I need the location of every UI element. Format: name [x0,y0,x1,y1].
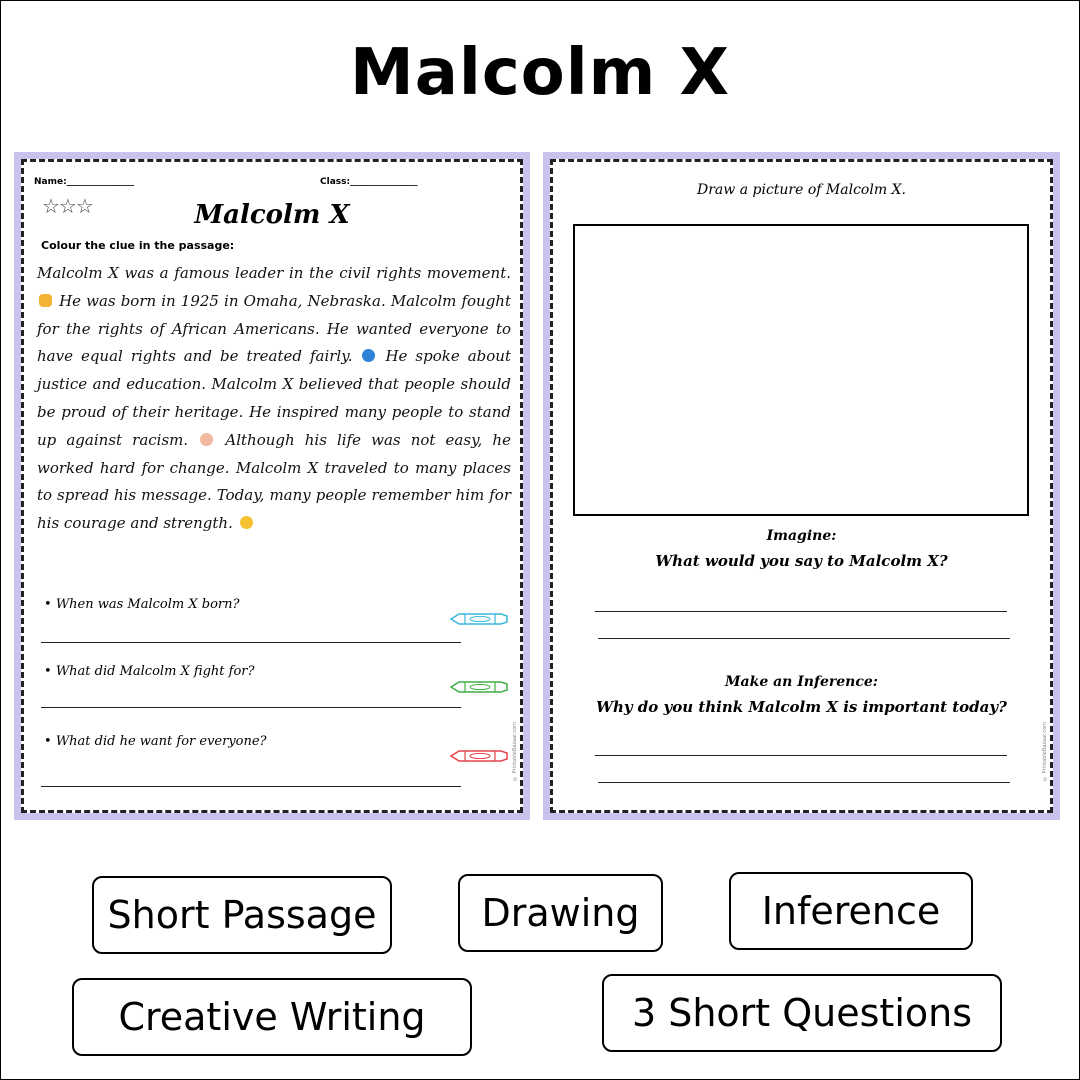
answer-line[interactable] [41,642,461,643]
imagine-label: Imagine: [766,528,837,544]
watermark: © PrintableBazaar.com [512,722,518,781]
fist-icon [39,294,52,307]
question-item: • What did he want for everyone? [44,734,267,749]
watermark: © PrintableBazaar.com [1042,722,1048,781]
globe-icon [362,349,375,362]
tag-short-questions: 3 Short Questions [602,974,1002,1052]
inference-label: Make an Inference: [725,674,878,690]
page-title: Malcolm X [350,36,730,110]
rating-stars: ☆☆☆ [42,194,93,218]
passage-sentence: He spoke about justice and education. Malcolm X believed that people should be proud of their heritage. He inspired many people to stand up against racism. [37,347,511,449]
tag-drawing: Drawing [458,874,663,952]
worksheet-passage-page [21,159,523,813]
reading-passage [37,260,511,538]
writing-line[interactable] [595,755,1007,756]
worksheet-title: Malcolm X [194,200,350,230]
tag-inference: Inference [729,872,973,950]
question-item: • When was Malcolm X born? [44,597,240,612]
writing-line[interactable] [595,611,1007,612]
tag-creative-writing: Creative Writing [72,978,472,1056]
class-field-label: Class:_______________ [320,177,418,187]
tag-short-passage: Short Passage [92,876,392,954]
answer-line[interactable] [41,707,461,708]
passage-sentence: He was born in 1925 in Omaha, Nebraska. Malcolm fought for the rights of African Americans. He wanted everyone to have equal rights and be treated fairly. [37,291,511,366]
passage-sentence: Malcolm X was a famous leader in the civil rights movement. [37,264,511,282]
answer-line[interactable] [41,786,461,787]
instruction-text: Colour the clue in the passage: [41,239,235,252]
imagine-question: What would you say to Malcolm X? [655,552,948,570]
writing-line[interactable] [598,782,1010,783]
crayon-icon [449,749,509,763]
writing-line[interactable] [598,638,1010,639]
drawing-box[interactable] [573,224,1029,516]
draw-prompt: Draw a picture of Malcolm X. [697,182,906,198]
question-item: • What did Malcolm X fight for? [44,664,255,679]
name-field-label: Name:_______________ [34,177,135,187]
crayon-icon [449,612,509,626]
inference-question: Why do you think Malcolm X is important today? [596,698,1007,716]
sun-icon [240,516,253,529]
passage-sentence: Although his life was not easy, he worked hard for change. Malcolm X traveled to many places to spread his message. Today, many people remember him for his courage and strength. [37,430,511,533]
scale-icon [200,433,213,446]
worksheet-drawing-page [550,159,1053,813]
worksheet-passage-preview [14,152,530,820]
worksheet-drawing-preview [543,152,1060,820]
crayon-icon [449,680,509,694]
